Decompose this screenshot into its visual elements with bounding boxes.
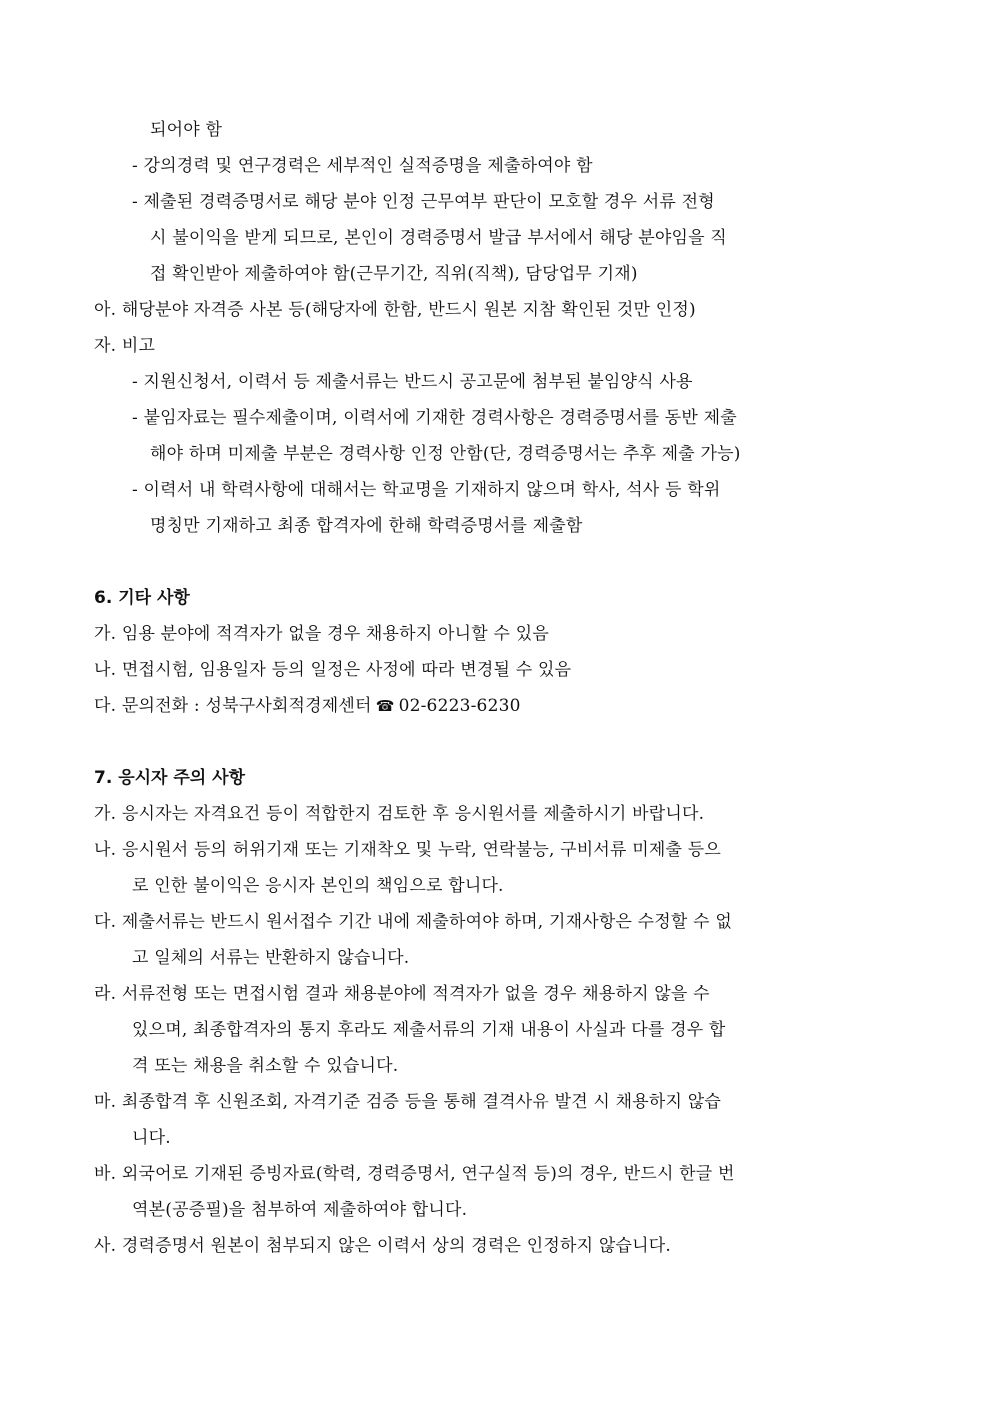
section-6-heading: 6. 기타 사항 <box>94 588 190 608</box>
section-7-item-ma-line-1: 마. 최종합격 후 신원조회, 자격기준 검증 등을 통해 결격사유 발견 시 채용하지 않습 <box>94 1092 721 1112</box>
section-7-heading: 7. 응시자 주의 사항 <box>94 768 245 788</box>
item-ja-bullet-2-line-2: 해야 하며 미제출 부분은 경력사항 인정 안함(단, 경력증명서는 추후 제출 가능) <box>150 444 741 464</box>
section-6-item-da <box>94 688 900 724</box>
section-7-item-ba-line-1: 바. 외국어로 기재된 증빙자료(학력, 경력증명서, 연구실적 등)의 경우, 반드시 한글 번 <box>94 1164 735 1184</box>
career-note-bullet-2-line-3: 접 확인받아 제출하여야 함(근무기간, 직위(직책), 담당업무 기재) <box>150 264 638 284</box>
item-ja-bullet-1: - 지원신청서, 이력서 등 제출서류는 반드시 공고문에 첨부된 붙임양식 사용 <box>132 372 693 392</box>
contact-phone-number: 02-6223-6230 <box>398 696 521 716</box>
section-7-item-na-line-1: 나. 응시원서 등의 허위기재 또는 기재착오 및 누락, 연락불능, 구비서류 미제출 등으 <box>94 840 721 860</box>
item-ja-title: 자. 비고 <box>94 336 156 356</box>
item-ja-bullet-3-line-1: - 이력서 내 학력사항에 대해서는 학교명을 기재하지 않으며 학사, 석사 등 학위 <box>132 480 721 500</box>
section-7-item-ra-line-1: 라. 서류전형 또는 면접시험 결과 채용분야에 적격자가 없을 경우 채용하지 않을 수 <box>94 984 710 1004</box>
career-note-continuation: 되어야 함 <box>150 120 223 140</box>
section-6-item-ga: 가. 임용 분야에 적격자가 없을 경우 채용하지 아니할 수 있음 <box>94 624 549 644</box>
career-note-bullet-2-line-2: 시 불이익을 받게 되므로, 본인이 경력증명서 발급 부서에서 해당 분야임을 직 <box>150 228 727 248</box>
section-7-item-da-line-1: 다. 제출서류는 반드시 원서접수 기간 내에 제출하여야 하며, 기재사항은 수정할 수 없 <box>94 912 732 932</box>
section-7-item-na-line-2: 로 인한 불이익은 응시자 본인의 책임으로 합니다. <box>132 876 504 896</box>
item-ja-bullet-2-line-1: - 붙임자료는 필수제출이며, 이력서에 기재한 경력사항은 경력증명서를 동반 제출 <box>132 408 737 428</box>
item-ja-bullet-3-line-2: 명칭만 기재하고 최종 합격자에 한해 학력증명서를 제출함 <box>150 516 583 536</box>
item-a-certificate: 아. 해당분야 자격증 사본 등(해당자에 한함, 반드시 원본 지참 확인된 것만 인정) <box>94 300 696 320</box>
section-7-item-ma-line-2: 니다. <box>132 1128 171 1148</box>
section-7-item-sa: 사. 경력증명서 원본이 첨부되지 않은 이력서 상의 경력은 인정하지 않습니다. <box>94 1236 671 1256</box>
section-7-item-ra-line-3: 격 또는 채용을 취소할 수 있습니다. <box>132 1056 399 1076</box>
career-note-bullet-1: - 강의경력 및 연구경력은 세부적인 실적증명을 제출하여야 함 <box>132 156 593 176</box>
section-7-item-ga: 가. 응시자는 자격요건 등이 적합한지 검토한 후 응시원서를 제출하시기 바랍니다. <box>94 804 705 824</box>
contact-label: 다. 문의전화 : 성북구사회적경제센터 <box>94 696 372 716</box>
telephone-icon: ☎ <box>375 697 395 715</box>
section-7-item-da-line-2: 고 일체의 서류는 반환하지 않습니다. <box>132 948 410 968</box>
career-note-bullet-2-line-1: - 제출된 경력증명서로 해당 분야 인정 근무여부 판단이 모호할 경우 서류 전형 <box>132 192 715 212</box>
section-7-item-ba-line-2: 역본(공증필)을 첨부하여 제출하여야 합니다. <box>132 1200 468 1220</box>
section-6-item-na: 나. 면접시험, 임용일자 등의 일정은 사정에 따라 변경될 수 있음 <box>94 660 572 680</box>
document-page <box>94 112 900 1264</box>
section-7-item-ra-line-2: 있으며, 최종합격자의 통지 후라도 제출서류의 기재 내용이 사실과 다를 경우 합 <box>132 1020 726 1040</box>
